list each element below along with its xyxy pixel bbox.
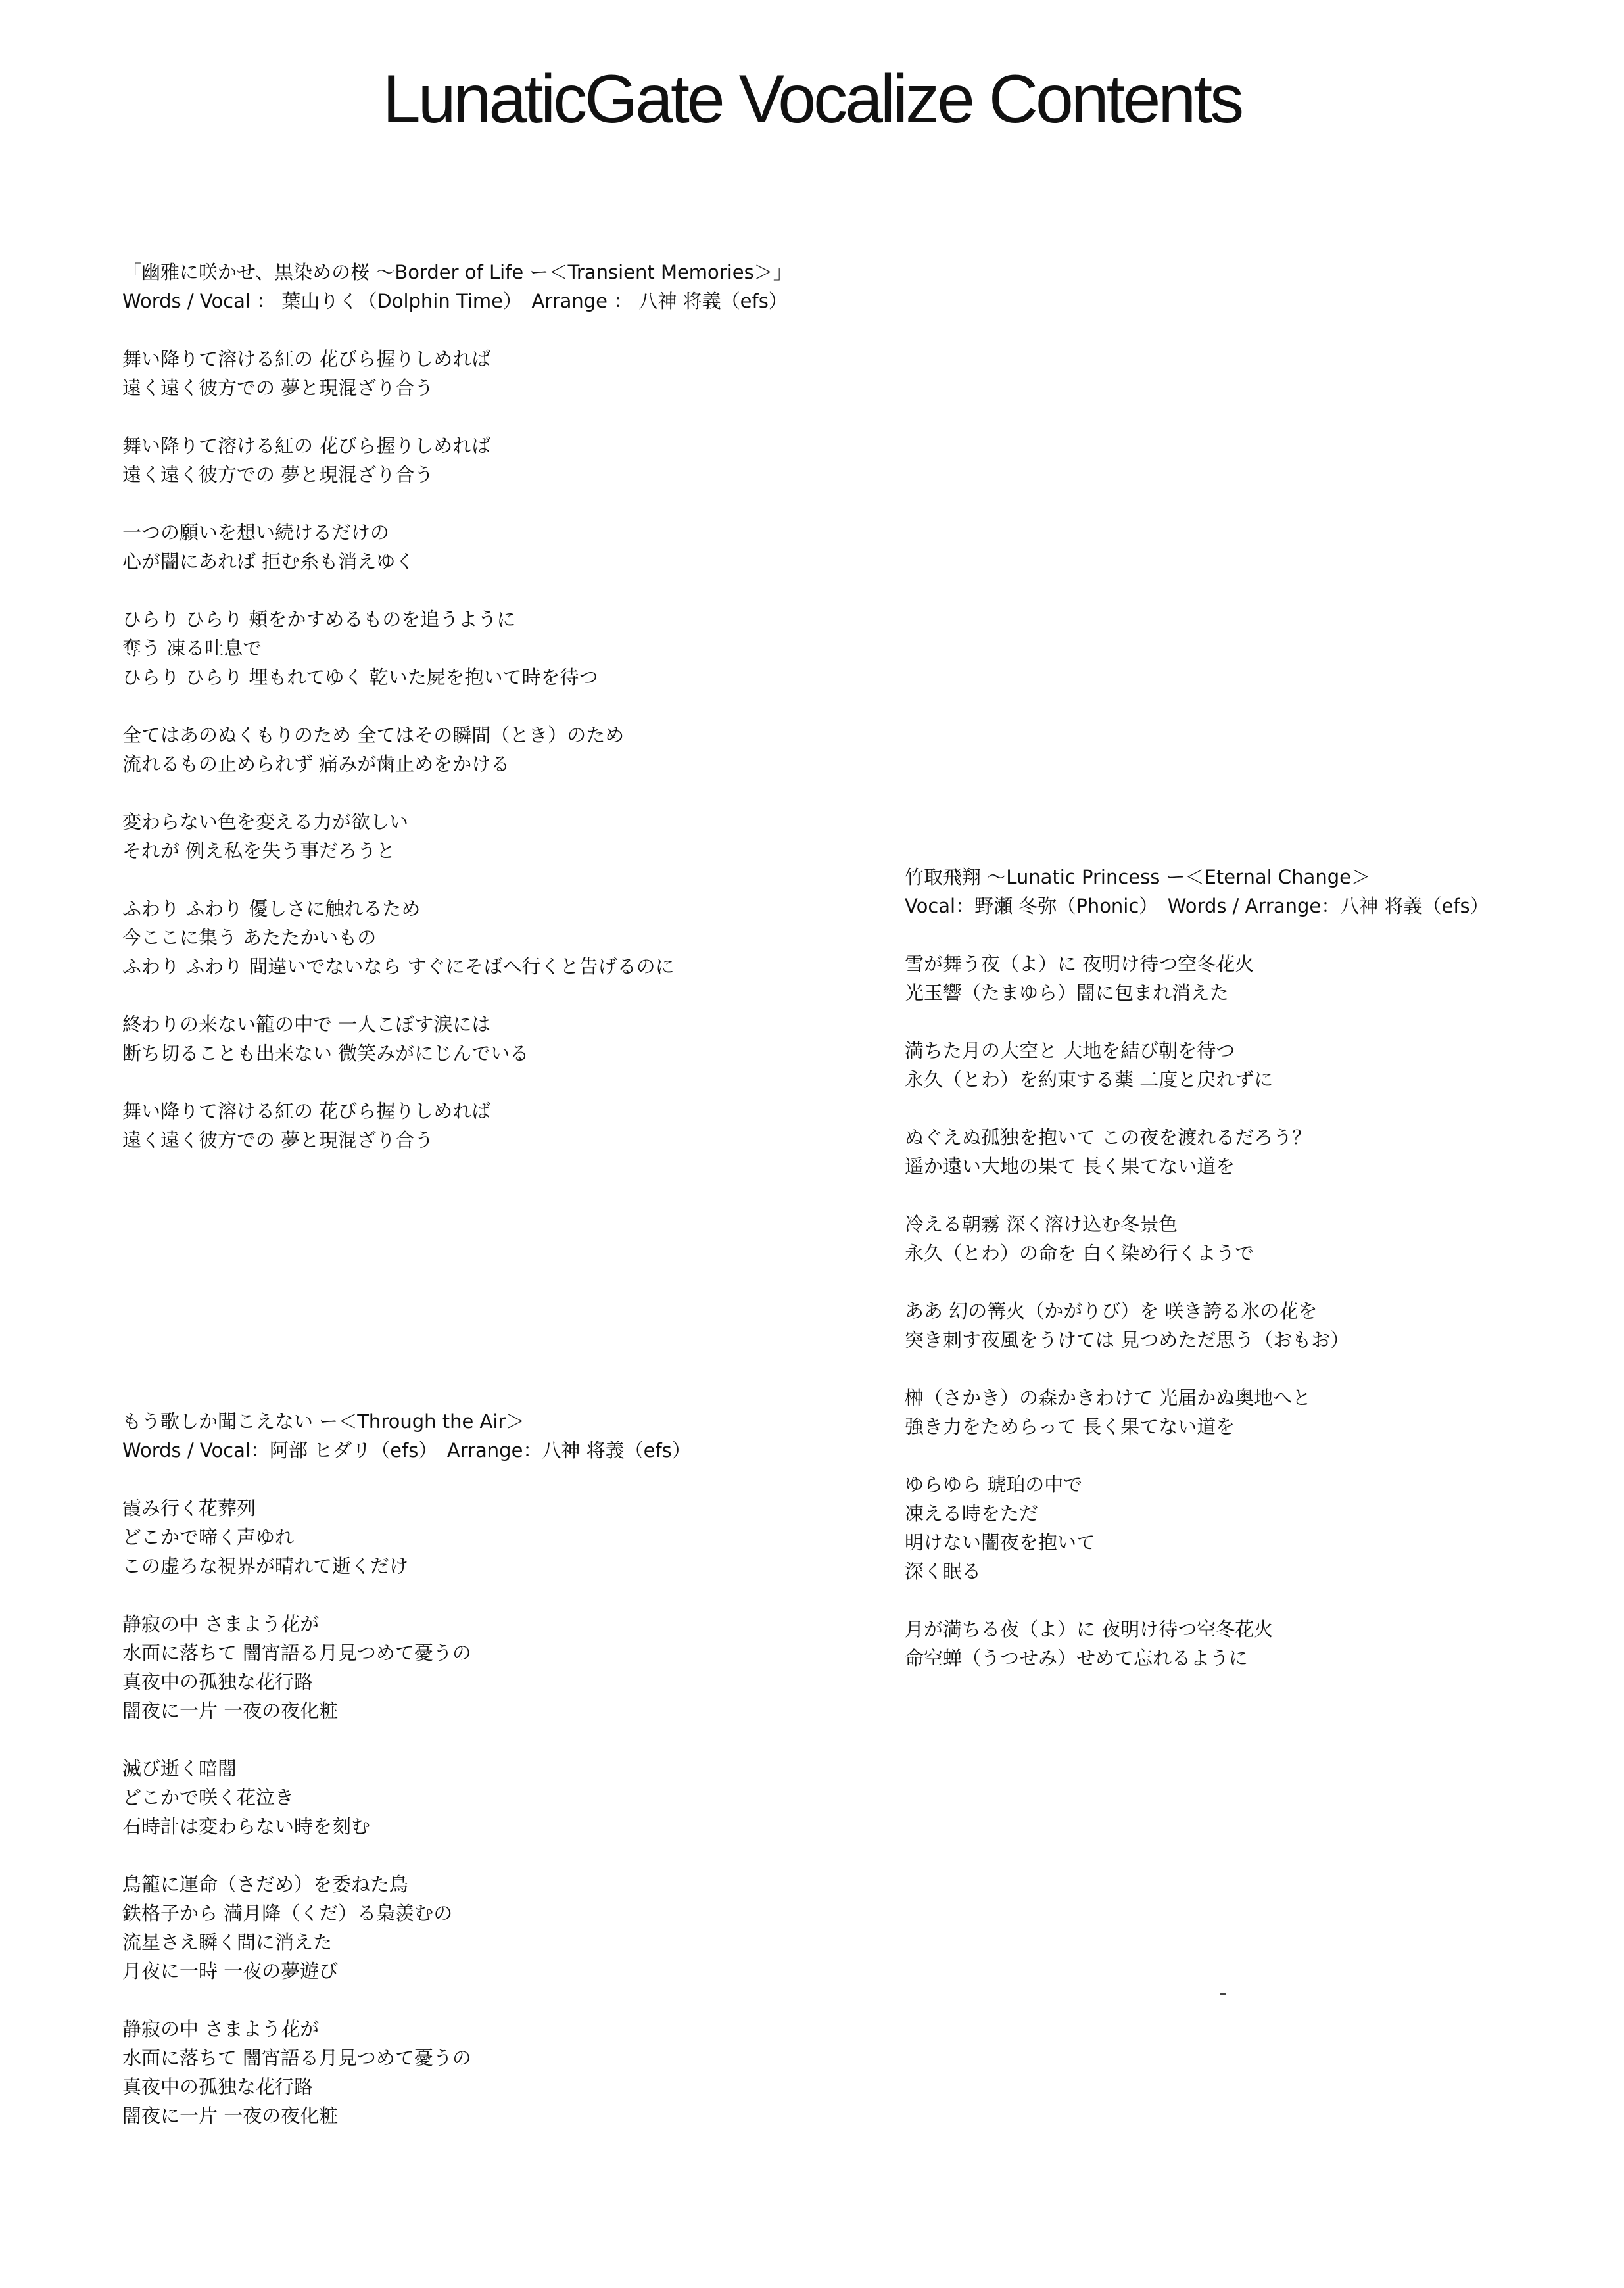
lyric-line: 雪が舞う夜（よ）に 夜明け待つ空冬花火: [905, 953, 1254, 975]
lyric-stanza: [905, 1210, 1562, 1268]
lyric-stanza: [122, 2014, 872, 2130]
lyric-line: 終わりの来ない籠の中で 一人こぼす涙には: [122, 1013, 491, 1036]
lyric-stanza: [122, 1494, 872, 1581]
lyric-line: 月夜に一時 一夜の夢遊び: [122, 1960, 339, 1982]
lyric-line: 満ちた月の大空と 大地を結び朝を待つ: [905, 1039, 1235, 1062]
lyric-line: 水面に落ちて 闇宵語る月見つめて憂うの: [122, 2047, 471, 2069]
song-block: [122, 258, 872, 1183]
lyric-stanza: [905, 1123, 1562, 1181]
lyric-line: 流星さえ瞬く間に消えた: [122, 1931, 333, 1953]
song-credits: Words / Vocal ： 葉山りく（Dolphin Time） Arrange ： 八神 将義（efs）: [122, 290, 788, 312]
lyric-line: 舞い降りて溶ける紅の 花びら握りしめれば: [122, 1100, 491, 1122]
lyric-stanza: [905, 949, 1562, 1007]
lyric-line: 真夜中の孤独な花行路: [122, 1671, 314, 1693]
lyrics: [122, 1494, 872, 2130]
lyric-line: 榊（さかき）の森かきわけて 光届かぬ奥地へと: [905, 1387, 1312, 1409]
lyric-stanza: [905, 1297, 1562, 1354]
lyric-line: 全てはあのぬくもりのため 全てはその瞬間（とき）のため: [122, 724, 625, 746]
lyric-stanza: [905, 1615, 1562, 1673]
song-header: [122, 258, 872, 316]
song-header: [905, 863, 1562, 920]
lyric-line: 命空蝉（うつせみ）せめて忘れるように: [905, 1647, 1249, 1669]
lyric-stanza: [122, 894, 872, 981]
lyric-line: 水面に落ちて 闇宵語る月見つめて憂うの: [122, 1642, 471, 1664]
lyric-stanza: [122, 807, 872, 865]
lyric-line: 遠く遠く彼方での 夢と現混ざり合う: [122, 1129, 434, 1151]
lyric-line: 一つの願いを想い続けるだけの: [122, 521, 390, 544]
lyric-line: 遠く遠く彼方での 夢と現混ざり合う: [122, 377, 434, 399]
stray-mark: [1220, 1993, 1226, 1995]
lyric-line: 断ち切ることも出来ない 微笑みがにじんでいる: [122, 1042, 529, 1064]
page-title: LunaticGate Vocalize Contents: [382, 61, 1242, 137]
lyric-line: 流れるもの止められず 痛みが歯止めをかける: [122, 753, 510, 775]
lyric-line: 石時計は変わらない時を刻む: [122, 1815, 371, 1838]
lyric-line: ふわり ふわり 優しさに触れるため: [122, 897, 421, 920]
lyric-line: 舞い降りて溶ける紅の 花びら握りしめれば: [122, 348, 491, 370]
lyric-line: 明けない闇夜を抱いて: [905, 1531, 1096, 1554]
lyrics: [122, 345, 872, 1155]
lyric-line: それが 例え私を失う事だろうと: [122, 840, 396, 862]
lyric-stanza: [905, 1470, 1562, 1586]
song-title: 「幽雅に咲かせ、黒染めの桜 ～Border of Life ー＜Transient Memories＞」: [122, 261, 792, 283]
lyric-line: 遥か遠い大地の果て 長く果てない道を: [905, 1155, 1235, 1178]
lyric-line: 鉄格子から 満月降（くだ）る梟羨むの: [122, 1902, 453, 1924]
lyric-stanza: [122, 1097, 872, 1155]
lyric-line: 静寂の中 さまよう花が: [122, 2018, 320, 2040]
lyric-line: どこかで咲く花泣き: [122, 1786, 295, 1809]
lyric-line: ひらり ひらり 埋もれてゆく 乾いた屍を抱いて時を待つ: [122, 666, 598, 688]
lyric-line: この虚ろな視界が晴れて逝くだけ: [122, 1555, 409, 1577]
lyric-line: 滅び逝く暗闇: [122, 1757, 237, 1780]
lyric-stanza: [122, 1010, 872, 1068]
lyric-line: 変わらない色を変える力が欲しい: [122, 811, 409, 833]
lyric-stanza: [122, 431, 872, 489]
song-credits: Vocal：野瀬 冬弥（Phonic） Words / Arrange：八神 将義（efs）: [905, 895, 1489, 917]
lyric-line: 鳥籠に運命（さだめ）を委ねた鳥: [122, 1873, 409, 1895]
lyric-stanza: [122, 1754, 872, 1841]
lyric-line: 光玉響（たまゆら）闇に包まれ消えた: [905, 982, 1230, 1004]
lyric-line: 心が闇にあれば 拒む糸も消えゆく: [122, 550, 415, 573]
lyric-line: 奪う 凍る吐息で: [122, 637, 262, 659]
lyric-line: 遠く遠く彼方での 夢と現混ざり合う: [122, 464, 434, 486]
lyric-line: 強き力をためらって 長く果てない道を: [905, 1416, 1235, 1438]
lyric-line: 真夜中の孤独な花行路: [122, 2076, 314, 2098]
lyric-line: 霞み行く花葬列: [122, 1497, 256, 1519]
lyric-line: ふわり ふわり 間違いでないなら すぐにそばへ行くと告げるのに: [122, 955, 675, 978]
lyric-line: 闇夜に一片 一夜の夜化粧: [122, 2105, 339, 2127]
lyric-line: 冷える朝霧 深く溶け込む冬景色: [905, 1213, 1178, 1235]
song-block: [122, 1407, 872, 2159]
lyric-line: 闇夜に一片 一夜の夜化粧: [122, 1700, 339, 1722]
lyric-line: ゆらゆら 琥珀の中で: [905, 1473, 1083, 1496]
lyrics: [905, 949, 1562, 1673]
song-credits: Words / Vocal：阿部 ヒダリ（efs） Arrange：八神 将義（efs）: [122, 1439, 691, 1462]
lyric-line: 深く眠る: [905, 1560, 982, 1583]
lyric-stanza: [122, 518, 872, 576]
lyric-stanza: [122, 605, 872, 692]
lyric-line: ああ 幻の篝火（かがりび）を 咲き誇る氷の花を: [905, 1300, 1318, 1322]
lyric-line: 永久（とわ）を約束する薬 二度と戻れずに: [905, 1068, 1274, 1091]
lyric-line: 静寂の中 さまよう花が: [122, 1613, 320, 1635]
lyric-stanza: [122, 1609, 872, 1725]
lyric-stanza: [905, 1383, 1562, 1441]
lyric-stanza: [122, 345, 872, 402]
lyric-line: 突き刺す夜風をうけては 見つめただ思う（おもお）: [905, 1329, 1350, 1351]
lyric-stanza: [122, 721, 872, 778]
song-title: 竹取飛翔 ～Lunatic Princess ー＜Eternal Change＞: [905, 866, 1370, 888]
lyric-line: 今ここに集う あたたかいもの: [122, 926, 377, 949]
lyric-stanza: [122, 1870, 872, 1986]
lyric-line: ぬぐえぬ孤独を抱いて この夜を渡れるだろう？: [905, 1126, 1312, 1149]
lyric-line: 舞い降りて溶ける紅の 花びら握りしめれば: [122, 435, 491, 457]
song-block: [905, 863, 1562, 1702]
song-header: [122, 1407, 872, 1465]
lyric-line: どこかで啼く声ゆれ: [122, 1526, 295, 1548]
lyric-line: 永久（とわ）の命を 白く染め行くようで: [905, 1242, 1254, 1264]
lyric-line: 月が満ちる夜（よ）に 夜明け待つ空冬花火: [905, 1618, 1274, 1640]
lyric-stanza: [905, 1036, 1562, 1094]
song-title: もう歌しか聞こえない ー＜Through the Air＞: [122, 1410, 525, 1433]
lyric-line: 凍える時をただ: [905, 1502, 1039, 1525]
lyric-line: ひらり ひらり 頬をかすめるものを追うように: [122, 608, 516, 631]
